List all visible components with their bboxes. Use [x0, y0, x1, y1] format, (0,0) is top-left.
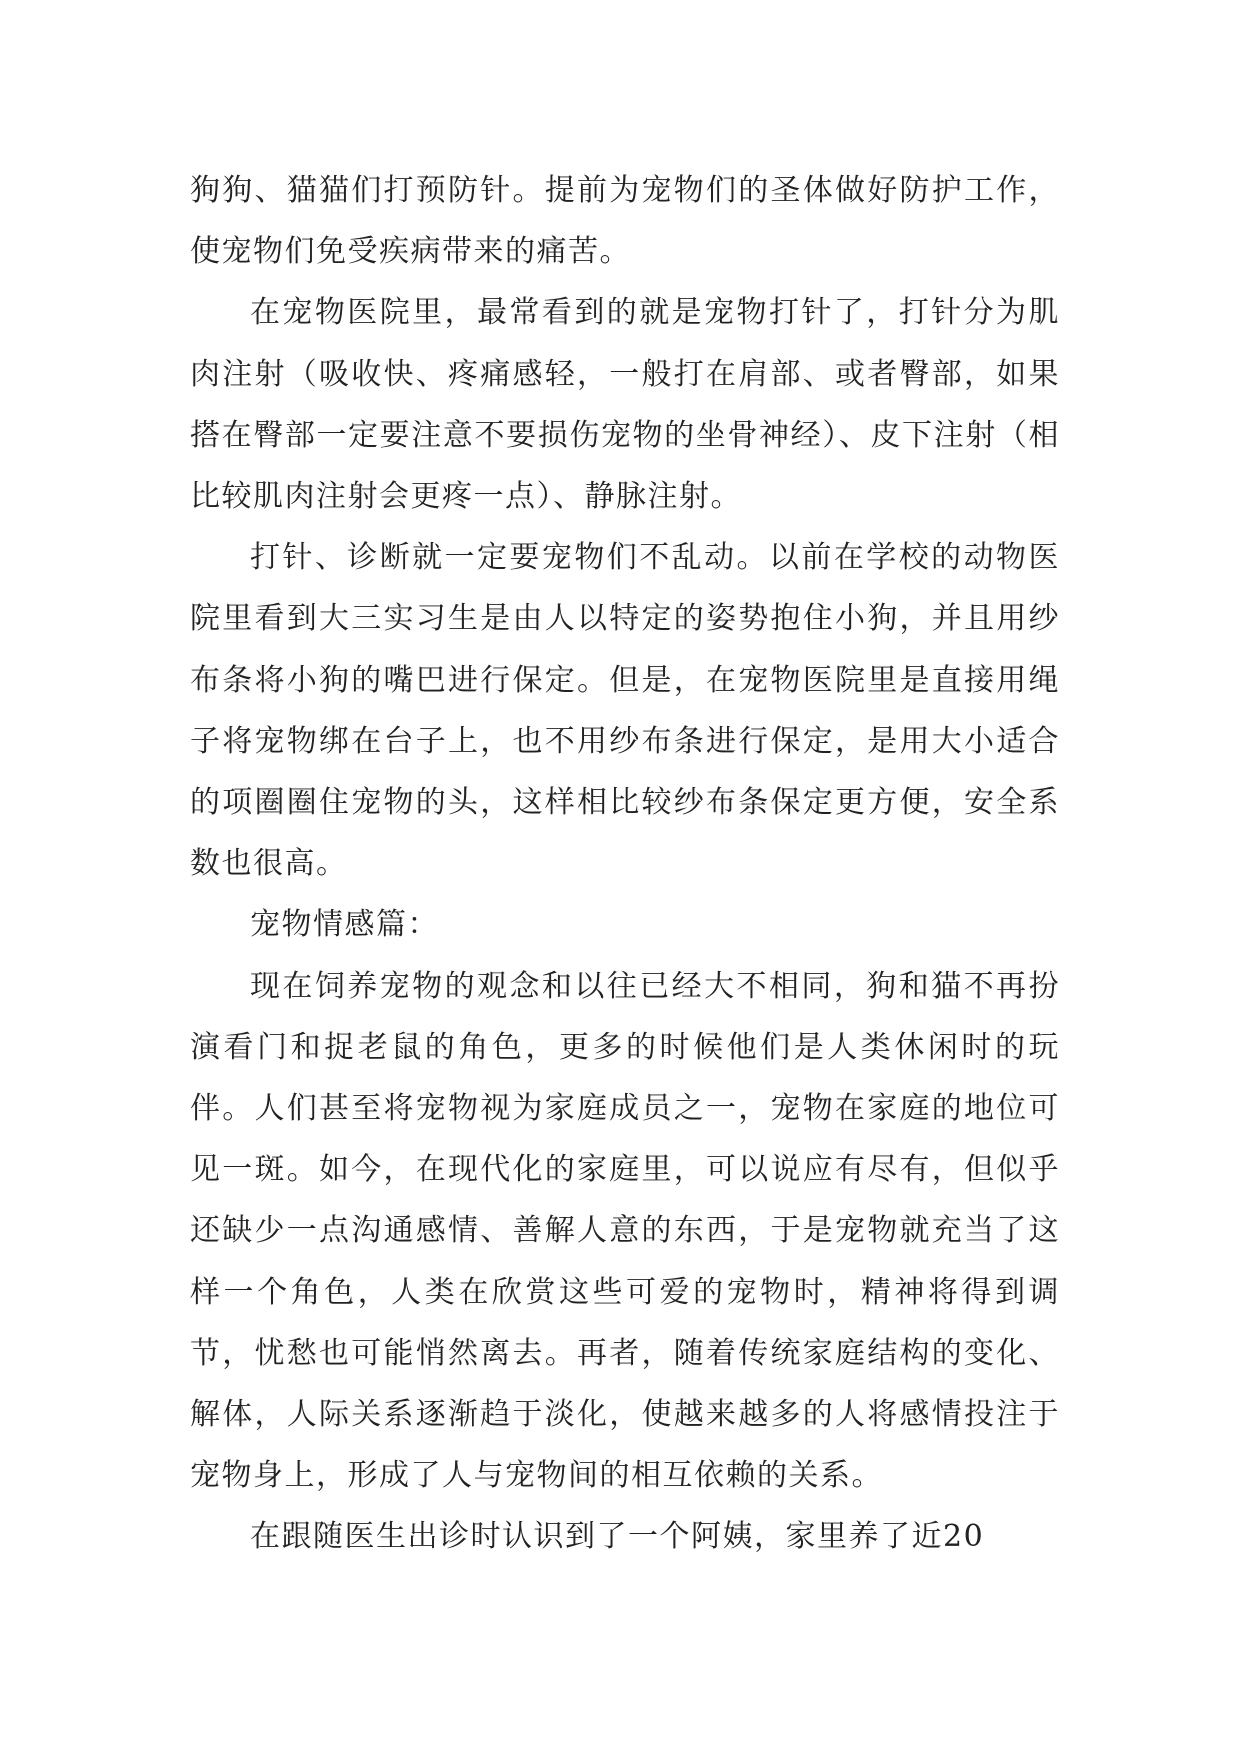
section-heading-pet-emotion: 宠物情感篇： [250, 907, 439, 943]
document-body [190, 160, 1060, 1568]
paragraph-injection-types: 在宠物医院里，最常看到的就是宠物打针了，打针分为肌肉注射（吸收快、疼痛感轻，一般打在肩部、或者臀部，如果搭在臀部一定要注意不要损伤宠物的坐骨神经）、皮下注射（相比较肌肉注射会更疼一点）、静脉注射。 [190, 295, 1060, 515]
paragraph-restraint: 打针、诊断就一定要宠物们不乱动。以前在学校的动物医院里看到大三实习生是由人以特定的姿势抱住小狗，并且用纱布条将小狗的嘴巴进行保定。但是，在宠物医院里是直接用绳子将宠物绑在台子上，也不用纱布条进行保定，是用大小适合的项圈圈住宠物的头，这样相比较纱布条保定更方便，安全系数也很高。 [190, 540, 1060, 882]
paragraph-pet-emotion: 现在饲养宠物的观念和以往已经大不相同，狗和猫不再扮演看门和捉老鼠的角色，更多的时候他们是人类休闲时的玩伴。人们甚至将宠物视为家庭成员之一，宠物在家庭的地位可见一斑。如今，在现代化的家庭里，可以说应有尽有，但似乎还缺少一点沟通感情、善解人意的东西，于是宠物就充当了这样一个角色，人类在欣赏这些可爱的宠物时，精神将得到调节，忧愁也可能悄然离去。再者，随着传统家庭结构的变化、解体，人际关系逐渐趋于淡化，使越来越多的人将感情投注于宠物身上，形成了人与宠物间的相互依赖的关系。 [190, 968, 1060, 1494]
paragraph-vaccination-continued: 狗狗、猫猫们打预防针。提前为宠物们的圣体做好防护工作，使宠物们免受疾病带来的痛苦。 [190, 173, 1060, 270]
paragraph-house-call: 在跟随医生出诊时认识到了一个阿姨，家里养了近20 [250, 1519, 985, 1555]
